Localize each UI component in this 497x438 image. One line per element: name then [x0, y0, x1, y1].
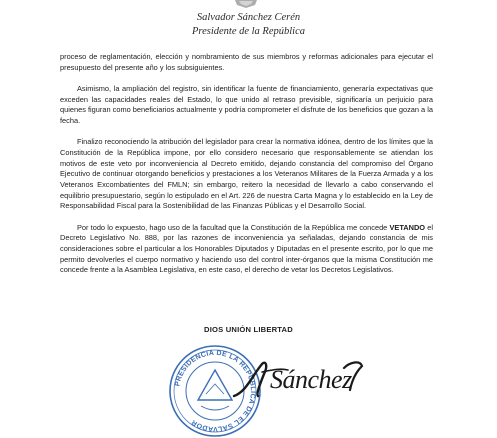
- closing-motto: DIOS UNIÓN LIBERTAD: [204, 325, 293, 334]
- veto-keyword: VETANDO: [389, 222, 426, 232]
- letterhead: [0, 0, 497, 46]
- letterhead-name: Salvador Sánchez Cerén: [196, 12, 301, 23]
- coat-of-arms-icon: [233, 0, 259, 8]
- paragraph-3: Finalizo reconociendo la atribución del legislador para crear la normativa idónea, dentro de los límites que la Constitución de la República impone, por ello considero necesario que responsablemente se atiendan los motivos de este veto por inconveniencia al Decreto emitido, dejando constancia del compromiso del Órgano Ejecutivo de continuar otorgando beneficios y prestaciones a los Veteranos Militares de la Fuerza Armada y a los Veteranos Excombatientes del FMLN; sin embargo, reitero la necesidad de llevarlo a cabo conservando el equilibrio presupuestario, según lo estipulado en el Art. 226 de nuestra Carta Magna y lo establecido en la Ley de Responsabilidad Fiscal para la Sostenibilidad de las Finanzas Públicas y el Desarrollo Social.: [60, 137, 433, 211]
- paragraph-4: [60, 223, 433, 277]
- letterhead-title: Presidente de la República: [191, 26, 306, 37]
- handwritten-signature: [228, 346, 368, 400]
- paragraph-4-intro: Por todo lo expuesto, hago uso de la facultad que la Constitución de la República me concede: [77, 222, 388, 232]
- seal-text: PRESIDENCIA DE LA REPÚBLICA DE EL SALVADOR: [174, 349, 257, 433]
- paragraph-2: Asimismo, la ampliación del registro, sin identificar la fuente de financiamiento, generaría expectativas que exceden las capacidades reales del Estado, lo que unido al retraso previsible, significaría un perjuicio para quienes figuran como beneficiarios actualmente y podría comprometer el disfrute de los beneficios que gozan a la fecha.: [60, 83, 433, 126]
- signature-text: Sánchez: [270, 365, 352, 394]
- letter-body: [60, 52, 433, 276]
- paragraph-4-rest: el Decreto Legislativo No. 888, por las razones de inconveniencia ya señaladas, dejando constancia de mis consideraciones sobre el particular a los Honorables Diputados y Diputadas en el presente escrito, por lo que me permito devolverles el cuerpo normativo y haciendo uso del control inter-órganos que la misma Constitución me concede frente a la Asamblea Legislativa, en este caso, el derecho de vetar los Decretos Legislativos.: [60, 222, 433, 275]
- paragraph-1: proceso de reglamentación, elección y nombramiento de sus miembros y reformas adicionales para ejecutar el presupuesto del presente año y los subsiguientes.: [60, 52, 433, 72]
